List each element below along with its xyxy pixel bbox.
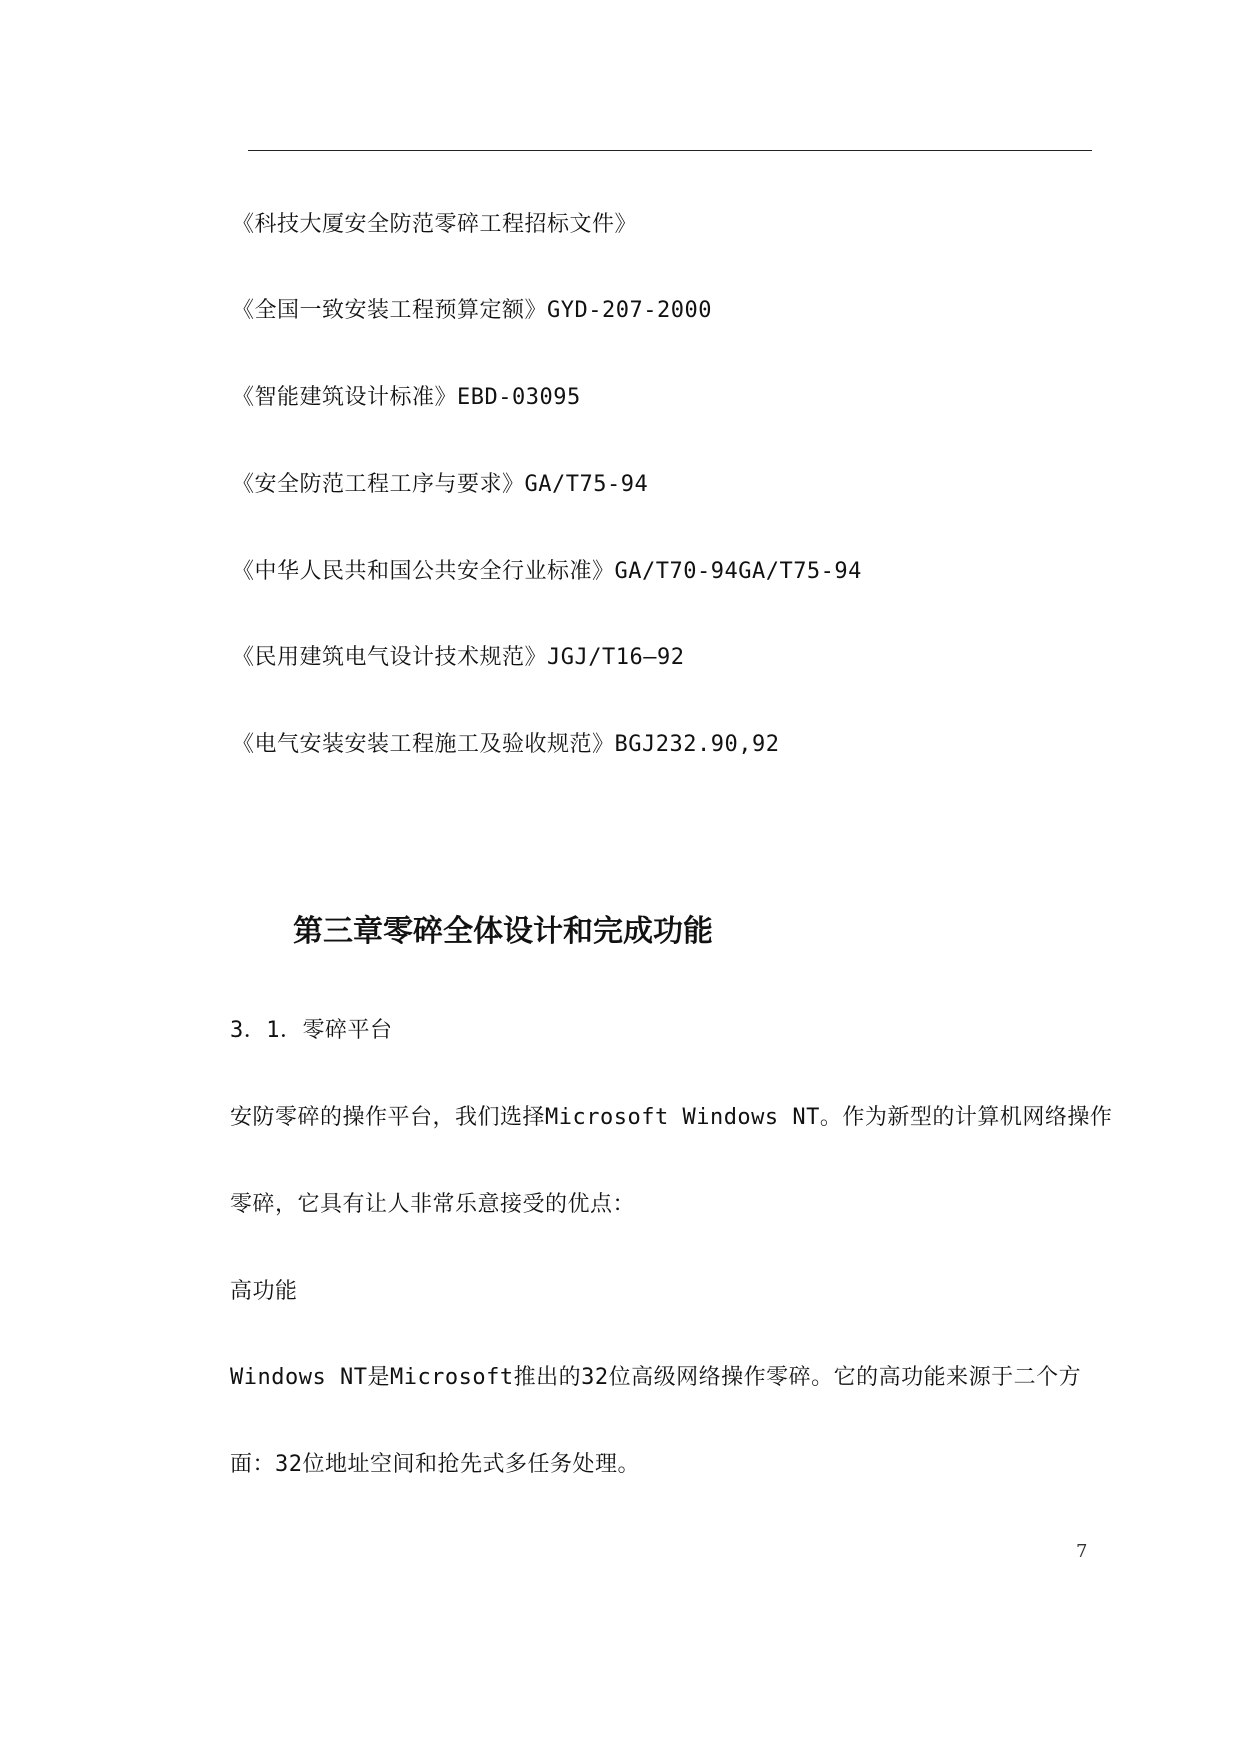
- header-rule: [248, 150, 1092, 151]
- section-heading: 3．1．零碎平台: [230, 1018, 393, 1043]
- paragraph-line: Windows NT是Microsoft推出的32位高级网络操作零碎。它的高功能来源于二个方: [230, 1365, 1082, 1390]
- paragraph-line: 零碎，它具有让人非常乐意接受的优点：: [230, 1192, 636, 1217]
- reference-line: 《安全防范工程工序与要求》GA/T75-94: [232, 472, 649, 497]
- reference-line: 《智能建筑设计标准》EBD-03095: [232, 385, 581, 410]
- reference-line: 《科技大厦安全防范零碎工程招标文件》: [232, 212, 638, 237]
- subheading: 高功能: [230, 1279, 298, 1304]
- paragraph-line: 安防零碎的操作平台，我们选择Microsoft Windows NT。作为新型的计算机网络操作: [230, 1105, 1113, 1130]
- page-number: 7: [1076, 1541, 1088, 1562]
- paragraph-line: 面：32位地址空间和抢先式多任务处理。: [230, 1452, 640, 1477]
- reference-line: 《民用建筑电气设计技术规范》JGJ/T16—92: [232, 645, 685, 670]
- reference-line: 《全国一致安装工程预算定额》GYD-207-2000: [232, 298, 712, 323]
- chapter-title: 第三章零碎全体设计和完成功能: [293, 914, 713, 949]
- reference-line: 《中华人民共和国公共安全行业标准》GA/T70-94GA/T75-94: [232, 559, 862, 584]
- reference-line: 《电气安装安装工程施工及验收规范》BGJ232.90,92: [232, 732, 780, 757]
